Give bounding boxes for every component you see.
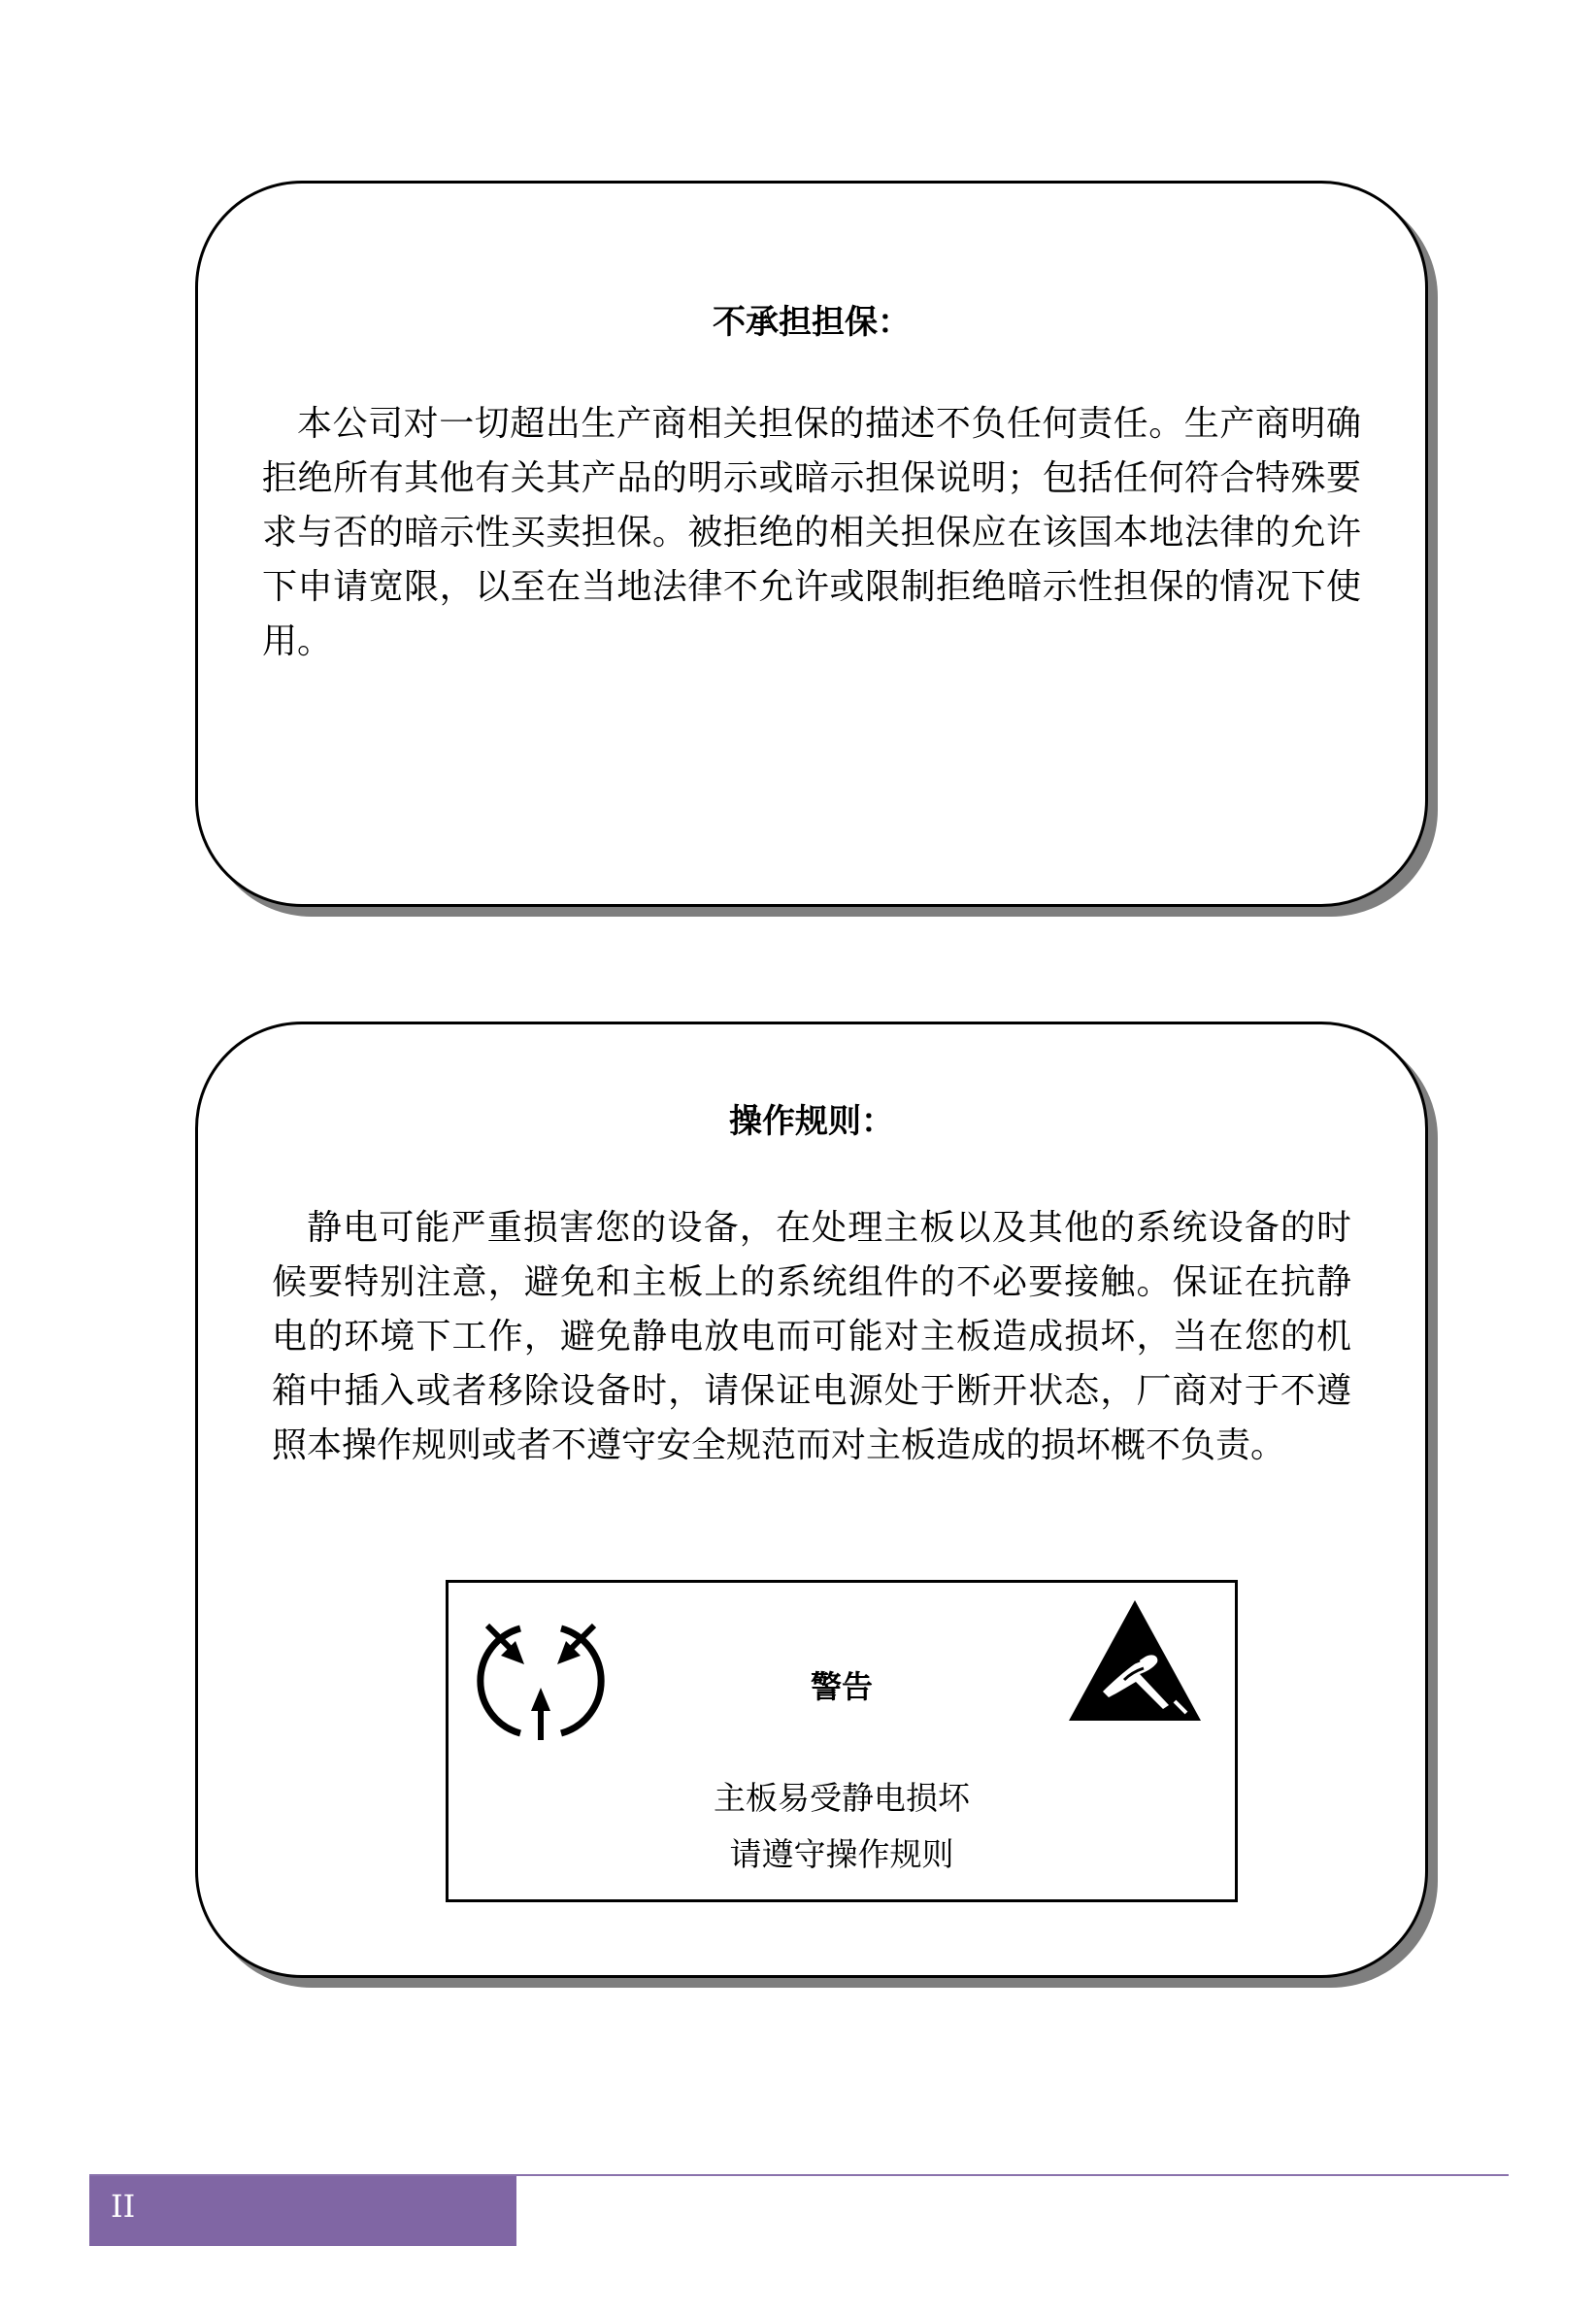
operation-rules-card [195,1022,1428,1978]
disclaimer-title: 不承担担保： [713,303,911,342]
esd-warning-triangle-icon [1066,1596,1204,1725]
warning-title: 警告 [810,1668,873,1705]
footer-bar [89,2176,516,2246]
operation-rules-title: 操作规则： [729,1102,894,1141]
disclaimer-card [195,181,1428,907]
page-number: II [111,2188,136,2225]
warning-line-1: 主板易受静电损坏 [714,1779,970,1817]
disclaimer-body: 本公司对一切超出生产商相关担保的描述不负任何责任。生产商明确拒绝所有其他有关其产品的明示或暗示担保说明；包括任何符合特殊要求与否的暗示性买卖担保。被拒绝的相关担保应在该国本地法律的允许下申请宽限，以至在当地法律不允许或限制拒绝暗示性担保的情况下使用。 [262,404,1361,661]
warning-line-2: 请遵守操作规则 [729,1835,954,1873]
esd-warning-box [446,1580,1238,1902]
operation-rules-body: 静电可能严重损害您的设备，在处理主板以及其他的系统设备的时候要特别注意，避免和主板上的系统组件的不必要接触。保证在抗静电的环境下工作，避免静电放电而可能对主板造成损坏，当在您的机箱中插入或者移除设备时，请保证电源处于断开状态，厂商对于不遵照本操作规则或者不遵守安全规范而对主板造成的损坏概不负责。 [272,1208,1351,1465]
